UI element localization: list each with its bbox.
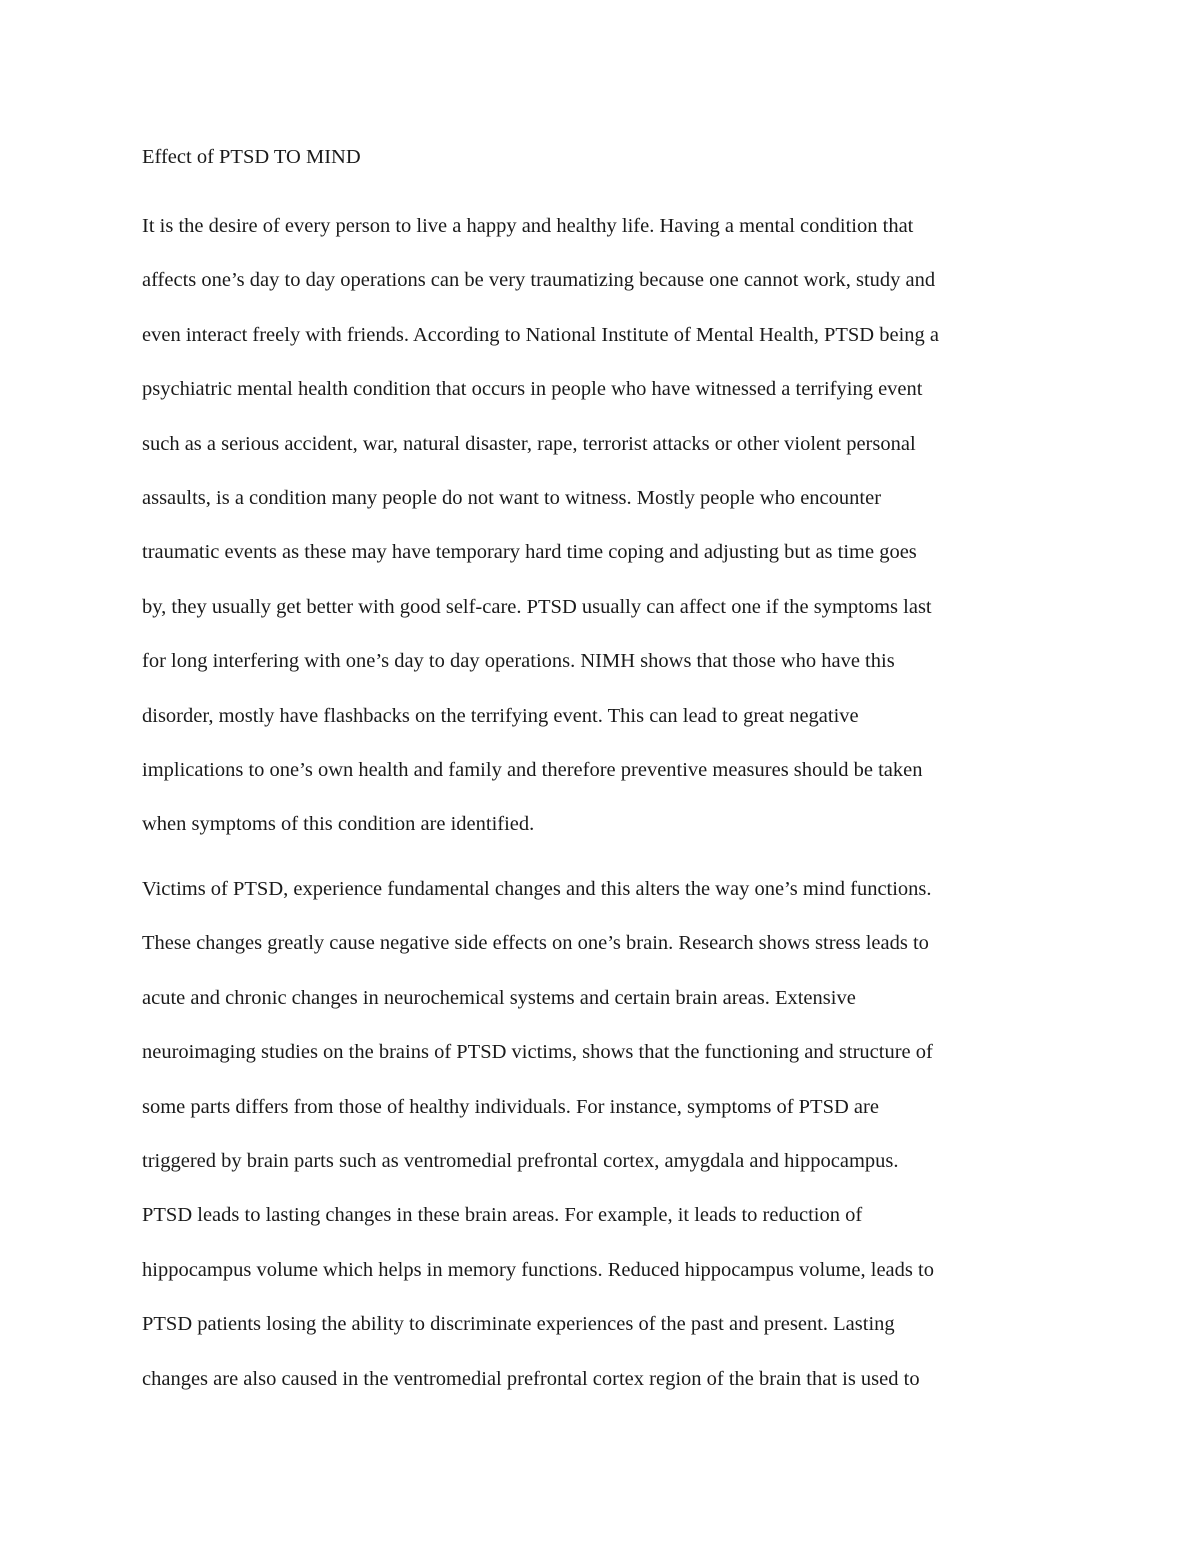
paragraph-line: assaults, is a condition many people do not want to witness. Mostly people who encounter [142, 487, 882, 510]
paragraph-line: for long interfering with one’s day to day operations. NIMH shows that those who have this [142, 650, 895, 673]
paragraph-line: such as a serious accident, war, natural disaster, rape, terrorist attacks or other violent personal [142, 432, 916, 455]
paragraph-line: neuroimaging studies on the brains of PTSD victims, shows that the functioning and structure of [142, 1041, 933, 1064]
paragraph-line: PTSD leads to lasting changes in these brain areas. For example, it leads to reduction of [142, 1204, 863, 1227]
paragraph-line: affects one’s day to day operations can be very traumatizing because one cannot work, study and [142, 269, 936, 292]
paragraph-line: triggered by brain parts such as ventromedial prefrontal cortex, amygdala and hippocampus. [142, 1150, 899, 1173]
paragraph-2 [142, 862, 1062, 1406]
paragraph-line: It is the desire of every person to live a happy and healthy life. Having a mental condition that [142, 215, 914, 237]
paragraph-1 [142, 199, 1062, 852]
paragraph-line: changes are also caused in the ventromedial prefrontal cortex region of the brain that is used to [142, 1367, 920, 1390]
paragraph-line: even interact freely with friends. According to National Institute of Mental Health, PTSD being a [142, 323, 939, 346]
paragraph-line: by, they usually get better with good self-care. PTSD usually can affect one if the symptoms last [142, 595, 932, 618]
document-title: Effect of PTSD TO MIND [142, 146, 361, 168]
paragraph-line: psychiatric mental health condition that occurs in people who have witnessed a terrifying event [142, 378, 923, 401]
paragraph-line: These changes greatly cause negative side effects on one’s brain. Research shows stress leads to [142, 932, 929, 955]
paragraph-line: implications to one’s own health and family and therefore preventive measures should be taken [142, 759, 923, 782]
paragraph-line: disorder, mostly have flashbacks on the terrifying event. This can lead to great negative [142, 704, 859, 727]
paragraph-line: traumatic events as these may have temporary hard time coping and adjusting but as time goes [142, 541, 917, 564]
paragraph-line: when symptoms of this condition are identified. [142, 813, 535, 836]
paragraph-line: Victims of PTSD, experience fundamental changes and this alters the way one’s mind functions. [142, 878, 932, 900]
paragraph-line: PTSD patients losing the ability to discriminate experiences of the past and present. Lasting [142, 1313, 895, 1336]
paragraph-line: hippocampus volume which helps in memory functions. Reduced hippocampus volume, leads to [142, 1258, 934, 1281]
paragraph-line: some parts differs from those of healthy individuals. For instance, symptoms of PTSD are [142, 1095, 879, 1118]
paragraph-line: acute and chronic changes in neurochemical systems and certain brain areas. Extensive [142, 986, 856, 1009]
